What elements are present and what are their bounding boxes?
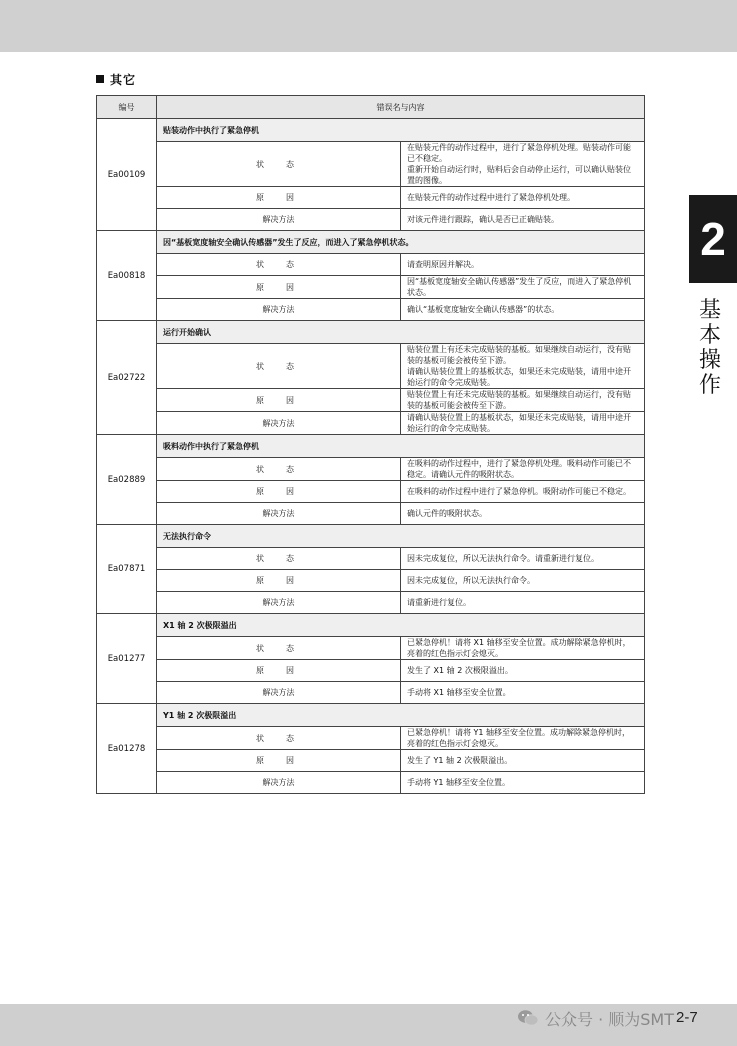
state-line: 已紧急停机！请将 X1 轴移至安全位置。成功解除紧急停机时，亮着的红色指示灯会熄灭。 xyxy=(407,638,631,658)
state-row xyxy=(97,344,645,389)
error-title: 运行开始确认 xyxy=(157,321,645,344)
state-row xyxy=(97,637,645,660)
state-row xyxy=(97,727,645,750)
state-text xyxy=(401,548,645,570)
error-code: Ea01277 xyxy=(97,614,157,704)
error-title: 吸料动作中执行了紧急停机 xyxy=(157,435,645,458)
chapter-number-tab xyxy=(689,195,737,283)
chapter-title-char: 操 xyxy=(698,348,721,373)
watermark-text: 公众号 · 顺为SMT xyxy=(545,1009,674,1029)
solution-label: 解决方法 xyxy=(157,412,401,435)
state-text xyxy=(401,727,645,750)
cause-row xyxy=(97,276,645,299)
state-text xyxy=(401,142,645,187)
state-line: 贴装位置上有还未完成贴装的基板。如果继续自动运行，没有贴装的基板可能会被传至下游。 xyxy=(407,345,631,365)
state-label: 状 态 xyxy=(157,344,401,389)
state-line: 已紧急停机！请将 Y1 轴移至安全位置。成功解除紧急停机时，亮着的红色指示灯会熄灭。 xyxy=(407,728,631,748)
solution-row xyxy=(97,772,645,794)
state-line: 因未完成复位，所以无法执行命令。请重新进行复位。 xyxy=(407,554,599,563)
state-line: 在吸料的动作过程中，进行了紧急停机处理。吸料动作可能已不稳定。请确认元件的吸附状态。 xyxy=(407,459,631,479)
error-title-row xyxy=(97,525,645,548)
error-title-row xyxy=(97,119,645,142)
cause-text: 在贴装元件的动作过程中进行了紧急停机处理。 xyxy=(401,187,645,209)
error-title-row xyxy=(97,321,645,344)
cause-text: 因“基板宽度轴安全确认传感器”发生了反应，而进入了紧急停机状态。 xyxy=(401,276,645,299)
error-code: Ea01278 xyxy=(97,704,157,794)
solution-label: 解决方法 xyxy=(157,682,401,704)
cause-label: 原 因 xyxy=(157,750,401,772)
top-margin-band xyxy=(0,0,737,52)
state-label: 状 态 xyxy=(157,142,401,187)
section-title-text: 其它 xyxy=(110,73,137,87)
state-label: 状 态 xyxy=(157,254,401,276)
state-row xyxy=(97,458,645,481)
state-label: 状 态 xyxy=(157,727,401,750)
wechat-icon xyxy=(517,1009,539,1027)
state-text xyxy=(401,344,645,389)
cause-text: 贴装位置上有还未完成贴装的基板。如果继续自动运行，没有贴装的基板可能会被传至下游。 xyxy=(401,389,645,412)
state-row xyxy=(97,254,645,276)
state-row xyxy=(97,142,645,187)
error-title: 因“基板宽度轴安全确认传感器”发生了反应，而进入了紧急停机状态。 xyxy=(157,231,645,254)
solution-label: 解决方法 xyxy=(157,299,401,321)
state-row xyxy=(97,548,645,570)
chapter-title-char: 基 xyxy=(698,298,721,323)
error-title: X1 轴 2 次极限溢出 xyxy=(157,614,645,637)
cause-row xyxy=(97,187,645,209)
solution-text: 确认元件的吸附状态。 xyxy=(401,503,645,525)
error-code: Ea07871 xyxy=(97,525,157,614)
state-text xyxy=(401,254,645,276)
solution-text: 对该元件进行跟踪，确认是否已正确贴装。 xyxy=(401,209,645,231)
cause-row xyxy=(97,570,645,592)
solution-row xyxy=(97,503,645,525)
state-text xyxy=(401,637,645,660)
solution-text: 手动将 Y1 轴移至安全位置。 xyxy=(401,772,645,794)
state-line: 请确认贴装位置上的基板状态，如果还未完成贴装，请用中途开始运行的命令完成贴装。 xyxy=(407,367,631,387)
state-text xyxy=(401,458,645,481)
error-code: Ea02889 xyxy=(97,435,157,525)
square-bullet-icon xyxy=(96,75,104,83)
cause-label: 原 因 xyxy=(157,389,401,412)
error-code: Ea00818 xyxy=(97,231,157,321)
cause-text: 因未完成复位，所以无法执行命令。 xyxy=(401,570,645,592)
section-heading xyxy=(96,71,136,88)
error-title: Y1 轴 2 次极限溢出 xyxy=(157,704,645,727)
cause-label: 原 因 xyxy=(157,276,401,299)
error-title-row xyxy=(97,614,645,637)
state-line: 在贴装元件的动作过程中，进行了紧急停机处理。贴装动作可能已不稳定。 xyxy=(407,143,631,163)
solution-text: 请确认贴装位置上的基板状态，如果还未完成贴装，请用中途开始运行的命令完成贴装。 xyxy=(401,412,645,435)
solution-row xyxy=(97,412,645,435)
error-title-row xyxy=(97,704,645,727)
cause-label: 原 因 xyxy=(157,187,401,209)
cause-label: 原 因 xyxy=(157,570,401,592)
page-number: 2-7 xyxy=(676,1009,698,1026)
cause-row xyxy=(97,481,645,503)
cause-text: 在吸料的动作过程中进行了紧急停机。吸附动作可能已不稳定。 xyxy=(401,481,645,503)
cause-label: 原 因 xyxy=(157,660,401,682)
cause-text: 发生了 X1 轴 2 次极限溢出。 xyxy=(401,660,645,682)
solution-row xyxy=(97,209,645,231)
solution-text: 请重新进行复位。 xyxy=(401,592,645,614)
chapter-title-vertical xyxy=(697,298,723,398)
chapter-title-char: 作 xyxy=(698,373,721,398)
chapter-number: 2 xyxy=(700,213,726,265)
error-title-row xyxy=(97,435,645,458)
solution-label: 解决方法 xyxy=(157,592,401,614)
solution-label: 解决方法 xyxy=(157,772,401,794)
error-table xyxy=(96,95,645,794)
error-title-row xyxy=(97,231,645,254)
watermark xyxy=(517,1005,674,1031)
header-code: 编号 xyxy=(97,96,157,119)
solution-row xyxy=(97,682,645,704)
state-label: 状 态 xyxy=(157,548,401,570)
cause-row xyxy=(97,660,645,682)
header-content: 错误名与内容 xyxy=(157,96,645,119)
state-line: 请查明原因并解决。 xyxy=(407,260,479,269)
solution-label: 解决方法 xyxy=(157,503,401,525)
state-label: 状 态 xyxy=(157,458,401,481)
solution-label: 解决方法 xyxy=(157,209,401,231)
error-code: Ea02722 xyxy=(97,321,157,435)
table-header-row xyxy=(97,96,645,119)
solution-text: 手动将 X1 轴移至安全位置。 xyxy=(401,682,645,704)
state-label: 状 态 xyxy=(157,637,401,660)
error-title: 贴装动作中执行了紧急停机 xyxy=(157,119,645,142)
cause-row xyxy=(97,750,645,772)
cause-text: 发生了 Y1 轴 2 次极限溢出。 xyxy=(401,750,645,772)
cause-row xyxy=(97,389,645,412)
chapter-title-char: 本 xyxy=(698,323,721,348)
error-code: Ea00109 xyxy=(97,119,157,231)
solution-row xyxy=(97,299,645,321)
solution-row xyxy=(97,592,645,614)
error-title: 无法执行命令 xyxy=(157,525,645,548)
cause-label: 原 因 xyxy=(157,481,401,503)
solution-text: 确认“基板宽度轴安全确认传感器”的状态。 xyxy=(401,299,645,321)
state-line: 重新开始自动运行时，贴料后会自动停止运行，可以确认贴装位置的图像。 xyxy=(407,165,631,185)
